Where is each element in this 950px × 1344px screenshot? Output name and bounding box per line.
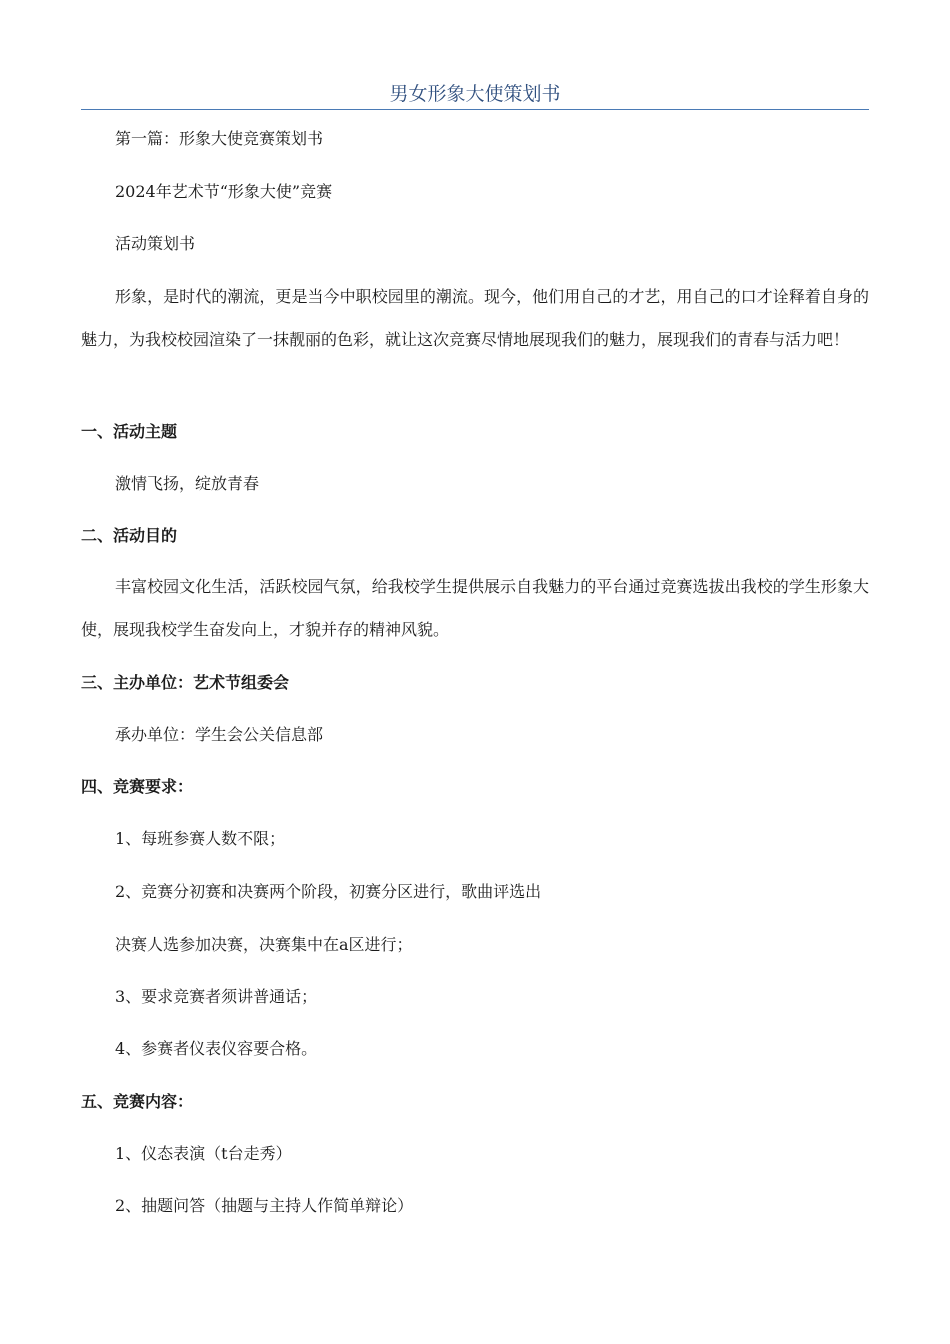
- part-heading: 第一篇：形象大使竞赛策划书: [115, 129, 324, 148]
- document-title: 男女形象大使策划书: [389, 83, 561, 105]
- section-heading-content: 五、竞赛内容：: [81, 1092, 194, 1111]
- content-item: 2、抽题问答（抽题与主持人作简单辩论）: [115, 1196, 414, 1215]
- content-item: 1、仪态表演（t台走秀）: [115, 1144, 292, 1163]
- plan-label: 活动策划书: [115, 234, 196, 253]
- section-heading-requirements: 四、竞赛要求：: [81, 777, 194, 796]
- requirement-item: 1、每班参赛人数不限；: [115, 829, 286, 848]
- requirement-item: 2、竞赛分初赛和决赛两个阶段，初赛分区进行，歌曲评选出: [115, 882, 542, 901]
- purpose-paragraph: 丰富校园文化生活，活跃校园气氛，给我校学生提供展示自我魅力的平台通过竞赛选拔出我校的学生形象大使，展现我校学生奋发向上，才貌并存的精神风貌。: [81, 577, 869, 639]
- requirement-item: 4、参赛者仪表仪容要合格。: [115, 1039, 318, 1058]
- title-underline: [81, 109, 869, 110]
- section-heading-organizer: 三、主办单位：艺术节组委会: [81, 673, 290, 692]
- requirement-item: 3、要求竞赛者须讲普通话；: [115, 987, 318, 1006]
- theme-body: 激情飞扬，绽放青春: [115, 474, 260, 493]
- intro-paragraph: 形象，是时代的潮流，更是当今中职校园里的潮流。现今，他们用自己的才艺，用自己的口才诠释着自身的魅力，为我校校园渲染了一抹靓丽的色彩，就让这次竞赛尽情地展现我们的魅力，展现我们的青春与活力吧！: [81, 287, 869, 349]
- event-name: 2024年艺术节“形象大使”竞赛: [115, 182, 333, 201]
- section-heading-theme: 一、活动主题: [81, 422, 178, 441]
- requirement-item: 决赛人选参加决赛，决赛集中在a区进行；: [115, 935, 413, 954]
- co-organizer: 承办单位：学生会公关信息部: [115, 725, 324, 744]
- section-heading-purpose: 二、活动目的: [81, 526, 178, 545]
